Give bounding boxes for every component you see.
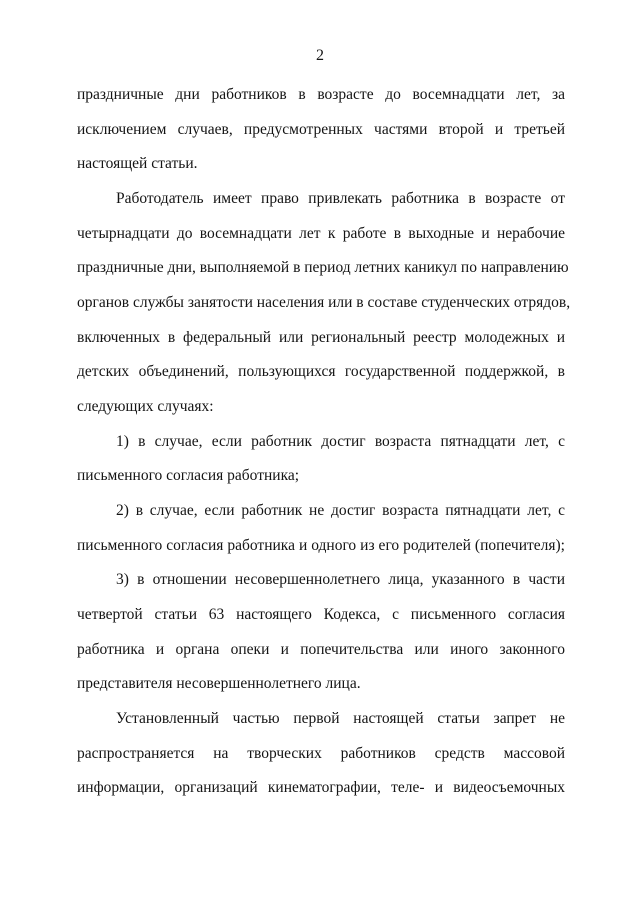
text-line: представителя несовершеннолетнего лица. <box>77 675 361 692</box>
text-line: 1) в случае, если работник достиг возраста пятнадцати лет, с <box>116 433 565 450</box>
text-line: четвертой статьи 63 настоящего Кодекса, с письменного согласия <box>77 606 565 623</box>
text-line: 2) в случае, если работник не достиг возраста пятнадцати лет, с <box>116 502 565 519</box>
text-line: распространяется на творческих работников средств массовой <box>77 745 565 762</box>
text-line: органов службы занятости населения или в составе студенческих отрядов, <box>77 294 571 311</box>
text-line: работника и органа опеки и попечительства или иного законного <box>77 641 565 658</box>
text-line: исключением случаев, предусмотренных частями второй и третьей <box>77 121 565 138</box>
text-line: четырнадцати до восемнадцати лет к работе в выходные и нерабочие <box>77 225 565 242</box>
text-line: детских объединений, пользующихся государственной поддержкой, в <box>77 363 565 380</box>
page-number: 2 <box>316 47 324 64</box>
text-line: праздничные дни, выполняемой в период летних каникул по направлению <box>77 259 569 276</box>
text-line: настоящей статьи. <box>77 155 198 172</box>
text-line: праздничные дни работников в возрасте до восемнадцати лет, за <box>77 86 565 103</box>
text-line: письменного согласия работника; <box>77 467 300 484</box>
text-line: Установленный частью первой настоящей статьи запрет не <box>116 710 565 727</box>
text-line: следующих случаях: <box>77 398 214 415</box>
text-line: 3) в отношении несовершеннолетнего лица, указанного в части <box>116 571 565 588</box>
text-line: Работодатель имеет право привлекать работника в возрасте от <box>116 190 565 207</box>
text-line: информации, организаций кинематографии, теле- и видеосъемочных <box>77 779 565 796</box>
text-line: письменного согласия работника и одного из его родителей (попечителя); <box>77 537 565 554</box>
text-line: включенных в федеральный или региональный реестр молодежных и <box>77 329 565 346</box>
